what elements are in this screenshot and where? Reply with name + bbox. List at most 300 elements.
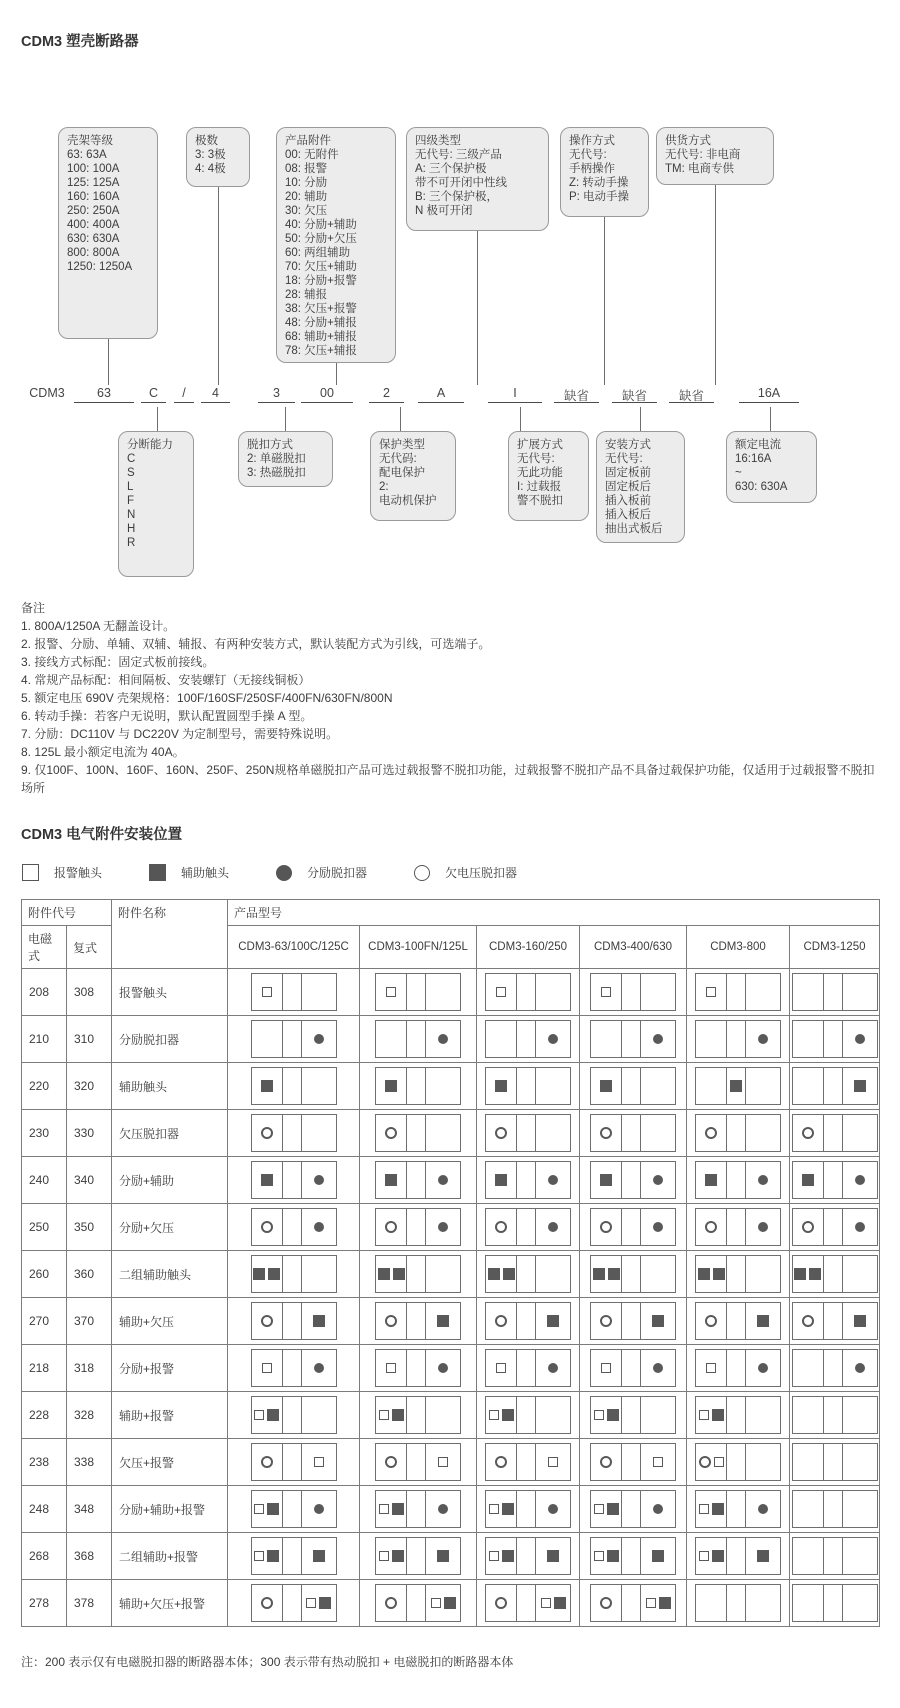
position-slot <box>746 1162 780 1198</box>
aux-contact-icon <box>495 1080 507 1092</box>
position-mini-grid <box>590 1161 676 1199</box>
box-line: 160: 160A <box>67 191 120 203</box>
position-slot <box>696 1444 727 1480</box>
cell-position-grid <box>477 1298 580 1345</box>
cell-position-grid <box>477 1204 580 1251</box>
position-slot <box>843 974 877 1010</box>
position-slot <box>727 1585 746 1621</box>
position-slot <box>746 1068 780 1104</box>
shunt-release-icon <box>758 1034 768 1044</box>
position-slot <box>486 1350 517 1386</box>
position-slot <box>793 1115 824 1151</box>
position-mini-grid <box>695 1020 781 1058</box>
box-title: 脱扣方式 <box>247 439 293 451</box>
position-slot <box>302 1397 336 1433</box>
position-slot <box>486 1068 517 1104</box>
position-slot <box>746 1256 780 1292</box>
position-slot <box>746 1538 780 1574</box>
position-slot <box>426 1068 460 1104</box>
shunt-release-icon <box>855 1175 865 1185</box>
position-slot <box>727 1350 746 1386</box>
position-slot <box>727 1491 746 1527</box>
cell-accessory-name: 二组辅助触头 <box>112 1251 228 1298</box>
position-mini-grid <box>251 1537 337 1575</box>
box-pole-number <box>186 127 250 187</box>
table-row <box>22 1016 880 1063</box>
alarm-contact-icon <box>431 1598 441 1608</box>
cell-accessory-name: 辅助+欠压+报警 <box>112 1580 228 1627</box>
position-mini-grid <box>485 1396 571 1434</box>
position-mini-grid <box>590 1020 676 1058</box>
undervoltage-release-icon <box>495 1456 507 1468</box>
table-row <box>22 1157 880 1204</box>
position-slot <box>696 1021 727 1057</box>
cell-position-grid <box>228 1204 360 1251</box>
box-line: 100: 100A <box>67 163 120 175</box>
aux-contact-icon <box>444 1597 456 1609</box>
symbol-legend <box>22 864 900 881</box>
position-slot <box>283 1585 302 1621</box>
position-slot <box>302 974 336 1010</box>
cell-position-grid <box>477 1580 580 1627</box>
note-item: 9. 仅100F、100N、160F、160N、250F、250N规格单磁脱扣产品可选过载报警不脱扣功能，过载报警不脱扣产品不具备过载保护功能，仅适用于过载报警不脱扣场所 <box>21 763 875 795</box>
aux-contact-icon <box>437 1315 449 1327</box>
cell-position-grid <box>790 1251 880 1298</box>
undervoltage-release-icon <box>261 1127 273 1139</box>
undervoltage-release-icon <box>261 1315 273 1327</box>
model-code-segment: 16A <box>739 386 799 403</box>
position-slot <box>252 1209 283 1245</box>
position-slot <box>517 1491 536 1527</box>
position-slot <box>252 1021 283 1057</box>
position-slot <box>252 1397 283 1433</box>
position-slot <box>302 1068 336 1104</box>
position-slot <box>283 1491 302 1527</box>
box-line: 4: 4极 <box>195 163 226 175</box>
col-header-compound: 复式 <box>67 926 112 969</box>
aux-contact-icon <box>313 1315 325 1327</box>
position-slot <box>843 1538 877 1574</box>
box-line: 48: 分励+辅报 <box>285 317 357 329</box>
undervoltage-release-icon <box>802 1315 814 1327</box>
aux-contact-icon <box>698 1268 710 1280</box>
position-slot <box>283 1068 302 1104</box>
position-slot <box>426 1256 460 1292</box>
box-line: 08: 报警 <box>285 163 328 175</box>
position-mini-grid <box>792 1067 878 1105</box>
cell-code-compound: 360 <box>67 1251 112 1298</box>
box-line: N <box>127 509 136 521</box>
position-slot <box>376 1256 407 1292</box>
position-slot <box>302 1115 336 1151</box>
box-trip-mode <box>238 431 333 487</box>
cell-code-electromagnetic: 230 <box>22 1110 67 1157</box>
box-line: 78: 欠压+辅报 <box>285 345 357 357</box>
aux-contact-icon <box>854 1080 866 1092</box>
page-title: CDM3 塑壳断路器 <box>21 34 139 50</box>
position-slot <box>793 1444 824 1480</box>
undervoltage-release-icon <box>699 1456 711 1468</box>
position-slot <box>426 1397 460 1433</box>
position-slot <box>727 1303 746 1339</box>
model-code-segment: / <box>174 386 194 403</box>
position-mini-grid <box>251 1020 337 1058</box>
box-extension-mode <box>508 431 589 521</box>
cell-position-grid <box>790 1486 880 1533</box>
position-slot <box>746 974 780 1010</box>
position-slot <box>591 1444 622 1480</box>
model-code-segment: 4 <box>201 386 230 403</box>
position-slot <box>696 1585 727 1621</box>
cell-code-compound: 308 <box>67 969 112 1016</box>
position-mini-grid <box>792 1208 878 1246</box>
box-line: 带不可开闭中性线 <box>415 177 507 189</box>
position-slot <box>793 1021 824 1057</box>
position-slot <box>376 1585 407 1621</box>
position-slot <box>641 1209 675 1245</box>
cell-position-grid <box>687 1345 790 1392</box>
box-title: 分断能力 <box>127 439 173 451</box>
position-slot <box>824 1021 843 1057</box>
position-slot <box>641 1068 675 1104</box>
aux-contact-icon <box>607 1409 619 1421</box>
position-slot <box>517 974 536 1010</box>
position-slot <box>536 1538 570 1574</box>
box-line: R <box>127 537 136 549</box>
position-slot <box>641 1397 675 1433</box>
position-slot <box>746 1350 780 1386</box>
position-slot <box>302 1491 336 1527</box>
position-slot <box>727 1068 746 1104</box>
aux-contact-icon <box>319 1597 331 1609</box>
box-line: 630: 630A <box>735 481 788 493</box>
position-mini-grid <box>590 1208 676 1246</box>
shunt-release-icon <box>314 1222 324 1232</box>
cell-code-electromagnetic: 208 <box>22 969 67 1016</box>
aux-contact-icon <box>503 1268 515 1280</box>
position-mini-grid <box>485 973 571 1011</box>
cell-accessory-name: 辅助+报警 <box>112 1392 228 1439</box>
cell-accessory-name: 分励+欠压 <box>112 1204 228 1251</box>
legend-item <box>414 864 517 881</box>
undervoltage-release-icon <box>261 1456 273 1468</box>
cell-position-grid <box>228 1439 360 1486</box>
position-slot <box>517 1162 536 1198</box>
aux-contact-icon <box>757 1315 769 1327</box>
cell-position-grid <box>790 1016 880 1063</box>
shunt-contact-icon <box>276 865 292 881</box>
position-slot <box>824 1209 843 1245</box>
position-slot <box>641 1444 675 1480</box>
aux-contact-icon <box>547 1550 559 1562</box>
position-slot <box>283 1256 302 1292</box>
position-slot <box>517 1021 536 1057</box>
position-slot <box>843 1585 877 1621</box>
position-slot <box>843 1068 877 1104</box>
position-slot <box>696 1068 727 1104</box>
table-row <box>22 1580 880 1627</box>
position-mini-grid <box>251 1208 337 1246</box>
cell-code-electromagnetic: 260 <box>22 1251 67 1298</box>
position-slot <box>486 1444 517 1480</box>
box-line: 800: 800A <box>67 247 120 259</box>
position-mini-grid <box>485 1302 571 1340</box>
box-line: S <box>127 467 135 479</box>
position-slot <box>591 1068 622 1104</box>
position-slot <box>283 1303 302 1339</box>
model-code-segment: 缺省 <box>554 386 599 403</box>
position-slot <box>824 1538 843 1574</box>
box-line: 插入板后 <box>605 509 651 521</box>
legend-label: 欠电压脱扣器 <box>445 866 518 880</box>
shunt-release-icon <box>653 1175 663 1185</box>
position-slot <box>843 1350 877 1386</box>
position-mini-grid <box>375 1490 461 1528</box>
undervoltage-release-icon <box>802 1127 814 1139</box>
alarm-contact-icon <box>653 1457 663 1467</box>
position-mini-grid <box>375 973 461 1011</box>
cell-accessory-name: 辅助+欠压 <box>112 1298 228 1345</box>
cell-position-grid <box>790 1298 880 1345</box>
position-slot <box>843 1115 877 1151</box>
position-slot <box>517 1397 536 1433</box>
cell-position-grid <box>790 1204 880 1251</box>
position-slot <box>426 1209 460 1245</box>
table-row <box>22 1251 880 1298</box>
box-title: 产品附件 <box>285 135 331 147</box>
position-slot <box>536 1491 570 1527</box>
notes-list <box>21 617 879 797</box>
aux-contact-icon <box>502 1503 514 1515</box>
position-slot <box>283 1397 302 1433</box>
position-slot <box>727 1162 746 1198</box>
cell-position-grid <box>790 1392 880 1439</box>
cell-position-grid <box>477 1063 580 1110</box>
position-slot <box>536 974 570 1010</box>
box-line: 400: 400A <box>67 219 120 231</box>
box-line: 3: 3极 <box>195 149 226 161</box>
undervoltage-release-icon <box>261 1221 273 1233</box>
connector-line <box>218 155 219 385</box>
shunt-release-icon <box>653 1222 663 1232</box>
col-header-product: CDM3-100FN/125L <box>360 926 477 969</box>
position-slot <box>641 1491 675 1527</box>
cell-accessory-name: 分励+辅助+报警 <box>112 1486 228 1533</box>
cell-position-grid <box>360 1345 477 1392</box>
position-slot <box>824 1256 843 1292</box>
position-slot <box>746 1209 780 1245</box>
position-slot <box>536 1303 570 1339</box>
position-mini-grid <box>792 1302 878 1340</box>
cell-position-grid <box>477 1110 580 1157</box>
position-mini-grid <box>251 1443 337 1481</box>
table-row <box>22 1439 880 1486</box>
cell-code-compound: 338 <box>67 1439 112 1486</box>
undervoltage-release-icon <box>802 1221 814 1233</box>
position-slot <box>591 1397 622 1433</box>
position-slot <box>426 1585 460 1621</box>
box-line: 固定板前 <box>605 467 651 479</box>
position-slot <box>641 1538 675 1574</box>
position-slot <box>536 1162 570 1198</box>
cell-position-grid <box>790 1533 880 1580</box>
alarm-contact-icon <box>489 1504 499 1514</box>
model-code-segment: I <box>488 386 542 403</box>
cell-position-grid <box>687 1533 790 1580</box>
cell-code-electromagnetic: 268 <box>22 1533 67 1580</box>
position-mini-grid <box>485 1349 571 1387</box>
cell-accessory-name: 分励脱扣器 <box>112 1016 228 1063</box>
box-line: 无代号: <box>569 149 607 161</box>
position-slot <box>843 1209 877 1245</box>
position-mini-grid <box>695 1302 781 1340</box>
aux-contact-icon <box>547 1315 559 1327</box>
aux-contact-icon <box>730 1080 742 1092</box>
position-mini-grid <box>485 1537 571 1575</box>
position-slot <box>302 1538 336 1574</box>
col-header-electromagnetic: 电磁式 <box>22 926 67 969</box>
position-slot <box>622 974 641 1010</box>
box-line: 20: 辅助 <box>285 191 328 203</box>
alarm-contact-icon <box>379 1410 389 1420</box>
aux-contact-icon <box>392 1409 404 1421</box>
position-slot <box>746 1115 780 1151</box>
position-slot <box>727 1256 746 1292</box>
position-slot <box>252 974 283 1010</box>
position-mini-grid <box>375 1584 461 1622</box>
position-slot <box>407 1021 426 1057</box>
box-rated-current <box>726 431 817 503</box>
position-mini-grid <box>792 1490 878 1528</box>
position-slot <box>407 1068 426 1104</box>
position-slot <box>407 1209 426 1245</box>
alarm-contact-icon <box>314 1457 324 1467</box>
alarm-contact-icon <box>306 1598 316 1608</box>
position-slot <box>591 1538 622 1574</box>
position-slot <box>843 1256 877 1292</box>
position-slot <box>824 1303 843 1339</box>
cell-position-grid <box>687 1110 790 1157</box>
position-mini-grid <box>792 1443 878 1481</box>
aux-contact-icon <box>392 1503 404 1515</box>
alarm-contact-icon <box>254 1504 264 1514</box>
position-slot <box>302 1021 336 1057</box>
position-slot <box>407 1585 426 1621</box>
position-slot <box>283 1115 302 1151</box>
position-slot <box>376 1209 407 1245</box>
accessory-position-table <box>21 899 880 1627</box>
cell-code-compound: 320 <box>67 1063 112 1110</box>
box-mounting-mode <box>596 431 685 543</box>
position-slot <box>283 1021 302 1057</box>
box-line: 3: 热磁脱扣 <box>247 467 306 479</box>
section-title: CDM3 电气附件安装位置 <box>21 827 183 843</box>
aux-contact-icon <box>268 1268 280 1280</box>
alarm-contact-icon <box>601 1363 611 1373</box>
position-mini-grid <box>590 1349 676 1387</box>
position-mini-grid <box>375 1255 461 1293</box>
position-slot <box>727 1538 746 1574</box>
box-line: 电动机保护 <box>379 495 437 507</box>
position-slot <box>622 1538 641 1574</box>
shunt-release-icon <box>438 1175 448 1185</box>
aux-contact-icon <box>502 1550 514 1562</box>
cell-position-grid <box>228 1580 360 1627</box>
box-line: 60: 两组辅助 <box>285 247 351 259</box>
undervoltage-release-icon <box>600 1127 612 1139</box>
position-mini-grid <box>251 1396 337 1434</box>
box-title: 极数 <box>195 135 218 147</box>
shunt-release-icon <box>653 1034 663 1044</box>
cell-accessory-name: 分励+辅助 <box>112 1157 228 1204</box>
aux-contact-icon <box>712 1550 724 1562</box>
position-slot <box>486 1162 517 1198</box>
position-slot <box>696 1538 727 1574</box>
position-slot <box>407 1303 426 1339</box>
position-slot <box>283 974 302 1010</box>
legend-label: 报警触头 <box>54 866 103 880</box>
position-slot <box>746 1397 780 1433</box>
position-slot <box>426 1444 460 1480</box>
cell-position-grid <box>580 1298 687 1345</box>
position-mini-grid <box>485 1067 571 1105</box>
position-slot <box>622 1350 641 1386</box>
shunt-release-icon <box>855 1222 865 1232</box>
cell-code-compound: 318 <box>67 1345 112 1392</box>
cell-position-grid <box>790 1345 880 1392</box>
position-slot <box>622 1021 641 1057</box>
position-slot <box>591 1209 622 1245</box>
shunt-release-icon <box>548 1363 558 1373</box>
position-slot <box>536 1209 570 1245</box>
cell-position-grid <box>477 1345 580 1392</box>
cell-position-grid <box>580 1392 687 1439</box>
position-slot <box>824 1068 843 1104</box>
cell-position-grid <box>687 1580 790 1627</box>
cell-position-grid <box>687 1063 790 1110</box>
box-line: L <box>127 481 134 493</box>
position-slot <box>793 1303 824 1339</box>
undervoltage-release-icon <box>495 1127 507 1139</box>
position-mini-grid <box>375 1537 461 1575</box>
position-mini-grid <box>792 1349 878 1387</box>
cell-position-grid <box>360 1439 477 1486</box>
box-line: F <box>127 495 135 507</box>
position-slot <box>591 1162 622 1198</box>
position-mini-grid <box>792 1537 878 1575</box>
position-slot <box>407 1444 426 1480</box>
cell-position-grid <box>687 1204 790 1251</box>
box-line: N 极可开闭 <box>415 205 473 217</box>
alarm-contact-icon <box>646 1598 656 1608</box>
box-line: 无代号: 三级产品 <box>415 149 502 161</box>
table-row <box>22 1063 880 1110</box>
position-slot <box>252 1162 283 1198</box>
position-slot <box>824 1585 843 1621</box>
alarm-contact-icon <box>379 1504 389 1514</box>
box-line: 630: 630A <box>67 233 120 245</box>
position-slot <box>696 1397 727 1433</box>
position-slot <box>426 1303 460 1339</box>
model-code-segment: 63 <box>74 386 134 403</box>
position-slot <box>824 1397 843 1433</box>
position-slot <box>746 1585 780 1621</box>
position-slot <box>376 1021 407 1057</box>
shunt-release-icon <box>758 1504 768 1514</box>
position-slot <box>591 1585 622 1621</box>
note-item: 5. 额定电压 690V 壳架规格：100F/160SF/250SF/400FN/630FN/800N <box>21 691 393 705</box>
position-slot <box>486 1021 517 1057</box>
